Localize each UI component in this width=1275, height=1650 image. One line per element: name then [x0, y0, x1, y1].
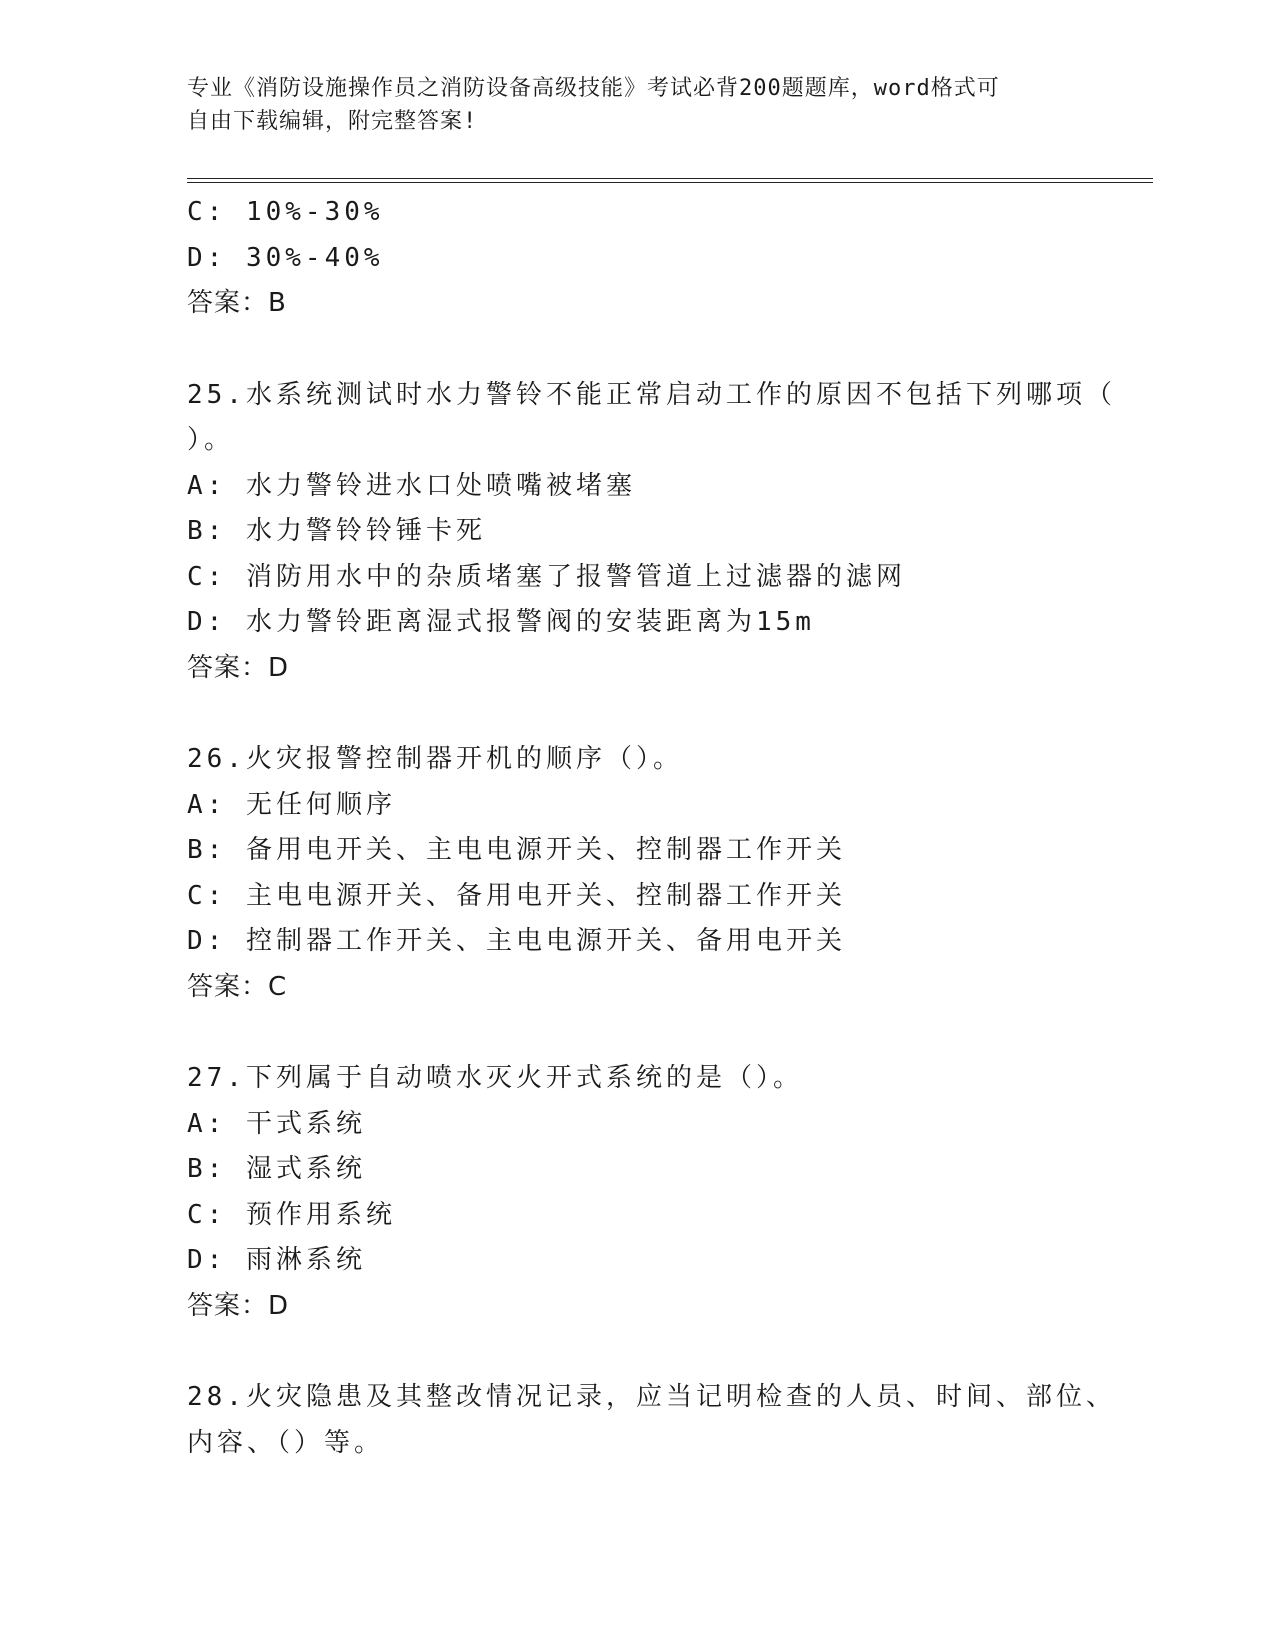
header-divider-top — [187, 178, 1153, 179]
question-stem: 27.下列属于自动喷水灭火开式系统的是（）。 — [187, 1063, 803, 1093]
option-d: D: 水力警铃距离湿式报警阀的安装距离为15m — [187, 607, 815, 637]
question-stem: 28.火灾隐患及其整改情况记录，应当记明检查的人员、时间、部位、 — [187, 1382, 1116, 1412]
document-header — [187, 72, 1067, 138]
option-b: B: 备用电开关、主电电源开关、控制器工作开关 — [187, 835, 846, 865]
question-28 — [187, 1375, 1116, 1466]
header-line-2: 自由下载编辑，附完整答案! — [187, 109, 478, 134]
question-stem: 25.水系统测试时水力警铃不能正常启动工作的原因不包括下列哪项（ — [187, 379, 1116, 410]
option-c: C: 消防用水中的杂质堵塞了报警管道上过滤器的滤网 — [187, 561, 906, 592]
question-stem-continued: ）。 — [187, 425, 235, 455]
option-d: D: 控制器工作开关、主电电源开关、备用电开关 — [187, 926, 846, 956]
header-divider-bottom — [187, 182, 1153, 183]
option-b: B: 湿式系统 — [187, 1154, 366, 1184]
question-25 — [187, 373, 1116, 692]
option-b: B: 水力警铃铃锤卡死 — [187, 516, 486, 546]
question-27 — [187, 1056, 1087, 1329]
option-a: A: 干式系统 — [187, 1108, 366, 1139]
question-list — [187, 190, 1116, 1466]
question-26 — [187, 737, 1087, 1010]
answer: 答案：B — [187, 288, 287, 318]
answer: 答案：C — [187, 971, 288, 1002]
header-line-1: 专业《消防设施操作员之消防设备高级技能》考试必背200题题库，word格式可 — [187, 76, 1000, 101]
option-c: C: 主电电源开关、备用电开关、控制器工作开关 — [187, 880, 846, 911]
answer: 答案：D — [187, 1290, 290, 1321]
question-24-continued — [187, 190, 1087, 327]
question-stem-continued: 内容、（）等。 — [187, 1427, 385, 1458]
option-d: D: 雨淋系统 — [187, 1245, 366, 1275]
question-stem: 26.火灾报警控制器开机的顺序（）。 — [187, 744, 683, 774]
option-c: C: 预作用系统 — [187, 1199, 396, 1230]
option-d: D: 30%-40% — [187, 242, 384, 273]
option-c: C: 10%-30% — [187, 197, 384, 227]
option-a: A: 无任何顺序 — [187, 789, 396, 820]
answer: 答案：D — [187, 652, 290, 683]
option-a: A: 水力警铃进水口处喷嘴被堵塞 — [187, 470, 636, 501]
